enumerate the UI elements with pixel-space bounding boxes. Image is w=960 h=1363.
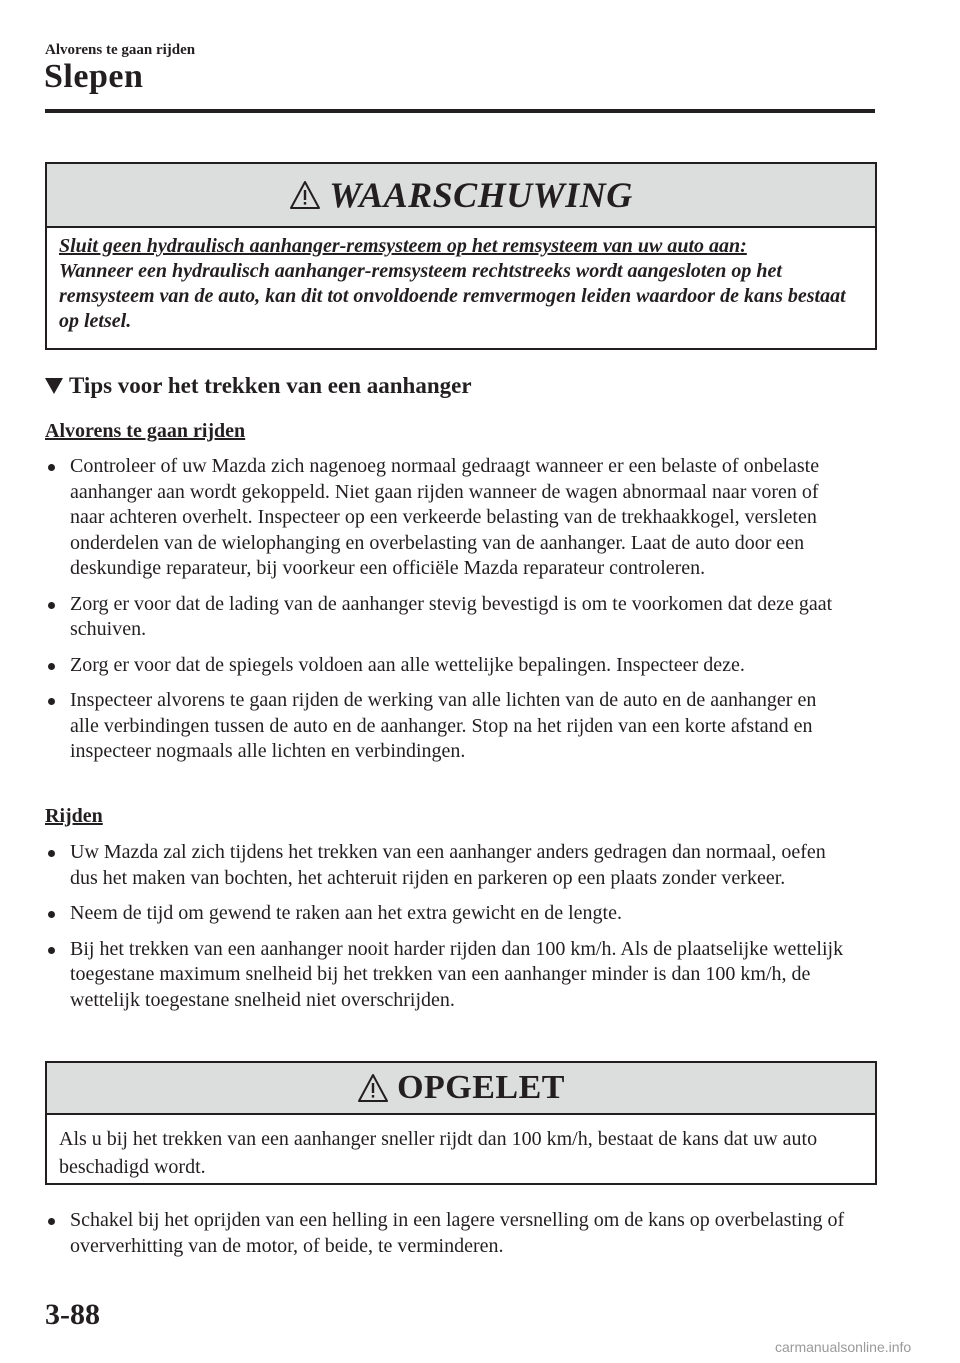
page-title: Slepen xyxy=(44,58,144,95)
list-item: Uw Mazda zal zich tijdens het trekken van een aanhanger anders gedragen dan normaal, oefen dus het maken van bochten, het achteruit rijden en parkeren op een plaats zonder verkeer. xyxy=(45,840,845,891)
warning-body xyxy=(47,228,875,342)
list-item: Bij het trekken van een aanhanger nooit harder rijden dan 100 km/h. Als de plaatselijke wettelijk toegestane maximum snelheid bij het trekken van een aanhanger minder is dan 100 km/h, de wettelijk toegestane snelheid niet overschrijden. xyxy=(45,937,845,1014)
warning-heading: WAARSCHUWING xyxy=(329,175,633,215)
bullet-list-driving xyxy=(45,840,845,1023)
bullet-icon xyxy=(48,602,55,609)
caution-text: Als u bij het trekken van een aanhanger sneller rijdt dan 100 km/h, bestaat de kans dat uw auto beschadigd wordt. xyxy=(59,1128,818,1178)
caution-heading: OPGELET xyxy=(397,1069,565,1106)
subheading-driving: Rijden xyxy=(45,805,103,827)
header-rule xyxy=(45,109,875,113)
caution-header xyxy=(47,1063,875,1115)
list-item: Zorg er voor dat de lading van de aanhanger stevig bevestigd is om te voorkomen dat deze gaat schuiven. xyxy=(45,592,845,643)
list-item: Zorg er voor dat de spiegels voldoen aan alle wettelijke bepalingen. Inspecteer deze. xyxy=(45,653,845,679)
watermark: carmanualsonline.info xyxy=(775,1339,912,1355)
warning-lead: Sluit geen hydraulisch aanhanger-remsysteem op het remsysteem van uw auto aan: xyxy=(59,235,747,257)
warning-triangle-icon xyxy=(289,180,321,210)
bullet-icon xyxy=(48,698,55,705)
list-item: Inspecteer alvorens te gaan rijden de werking van alle lichten van de auto en de aanhanger en alle verbindingen tussen de auto en de aanhanger. Stop na het rijden van een korte afstand en inspecteer nogmaals alle lichten en verbindingen. xyxy=(45,688,845,765)
bullet-icon xyxy=(48,1218,55,1225)
warning-text: Wanneer een hydraulisch aanhanger-remsysteem rechtstreeks wordt aangesloten op het remsysteem van de auto, kan dit tot onvoldoende remvermogen leiden waardoor de kans bestaat op letsel. xyxy=(59,260,846,332)
bullet-icon xyxy=(48,663,55,670)
bullet-icon xyxy=(48,911,55,918)
list-item: Controleer of uw Mazda zich nagenoeg normaal gedraagt wanneer er een belaste of onbelaste aanhanger aan wordt gekoppeld. Niet gaan rijden wanneer de wagen abnormaal naar voren of naar achteren overhelt. Inspecteer op een verkeerde belasting van de trekhaakkogel, versleten onderdelen van de wielophanging en overbelasting van de aanhanger. Laat de auto door een deskundige reparateur, bij voorkeur een officiële Mazda reparateur controleren. xyxy=(45,454,845,582)
subsection-title-text: Tips voor het trekken van een aanhanger xyxy=(69,373,472,398)
bullet-icon xyxy=(48,464,55,471)
down-triangle-icon xyxy=(45,378,63,394)
caution-box xyxy=(45,1061,877,1185)
subheading-before-driving: Alvorens te gaan rijden xyxy=(45,420,246,442)
subsection-title xyxy=(45,373,472,399)
warning-header xyxy=(47,164,875,228)
warning-triangle-icon xyxy=(357,1073,389,1103)
bullet-icon xyxy=(48,947,55,954)
bullet-icon xyxy=(48,850,55,857)
list-item: Neem de tijd om gewend te raken aan het extra gewicht en de lengte. xyxy=(45,901,845,927)
page-number: 3-88 xyxy=(45,1298,100,1331)
list-item: Schakel bij het oprijden van een helling in een lagere versnelling om de kans op overbelasting of oververhitting van de motor, of beide, te verminderen. xyxy=(45,1208,845,1259)
bullet-list-before-driving xyxy=(45,454,845,775)
bullet-list-after-caution xyxy=(45,1208,845,1269)
section-label: Alvorens te gaan rijden xyxy=(45,42,196,58)
warning-box xyxy=(45,162,877,350)
